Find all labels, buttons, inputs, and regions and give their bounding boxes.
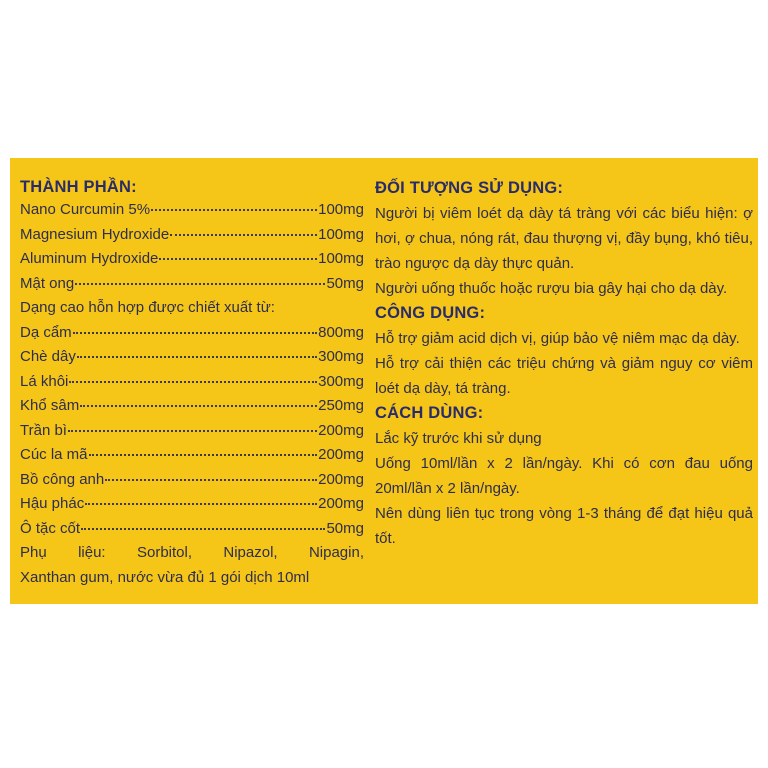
directions-text-2: Uống 10ml/lần x 2 lần/ngày. Khi có cơn đau uống 20ml/lần x 2 lần/ngày.	[375, 455, 753, 497]
herb-row	[20, 321, 364, 346]
leader-dots	[151, 208, 317, 211]
excipients-line-1: Phụ liệu: Sorbitol, Nipazol, Nipagin,	[20, 544, 364, 561]
ingredient-name: Mật ong	[20, 274, 75, 292]
leader-dots	[77, 355, 317, 358]
target-users-heading: ĐỐI TƯỢNG SỬ DỤNG:	[375, 179, 564, 197]
herb-amount: 250mg	[318, 397, 364, 414]
leader-dots	[105, 478, 317, 481]
ingredient-amount: 100mg	[318, 250, 364, 267]
target-users-text-1: Người bị viêm loét dạ dày tá tràng với các biểu hiện: ợ hơi, ợ chua, nóng rát, đau thượng vị, đầy bụng, khó tiêu, trào ngược dạ dày thực quản.	[375, 205, 753, 272]
herb-name: Chè dây	[20, 348, 76, 365]
ingredient-row	[20, 198, 364, 223]
ingredient-amount: 100mg	[318, 225, 364, 243]
extract-intro: Dạng cao hỗn hợp được chiết xuất từ:	[20, 299, 275, 316]
herb-row	[20, 492, 364, 517]
excipients-line-2: Xanthan gum, nước vừa đủ 1 gói dịch 10ml	[20, 568, 310, 586]
leader-dots	[68, 429, 317, 432]
ingredient-amount: 50mg	[326, 274, 364, 292]
ingredient-row	[20, 223, 364, 248]
ingredient-name: Aluminum Hydroxide	[20, 250, 159, 267]
ingredient-name: Magnesium Hydroxide	[20, 225, 170, 243]
leader-dots	[80, 404, 317, 407]
herb-amount: 800mg	[318, 323, 364, 341]
herb-name: Ô tặc cốt	[20, 519, 81, 537]
herb-amount: 300mg	[318, 348, 364, 365]
ingredient-amount: 100mg	[318, 201, 364, 218]
herb-amount: 200mg	[318, 495, 364, 512]
directions-heading: CÁCH DÙNG:	[375, 404, 484, 422]
uses-text-2: Hỗ trợ cải thiện các triệu chứng và giảm nguy cơ viêm loét dạ dày, tá tràng.	[375, 355, 753, 397]
herb-name: Lá khôi	[20, 372, 69, 390]
herb-amount: 300mg	[318, 372, 364, 390]
ingredients-heading: THÀNH PHẦN:	[20, 178, 137, 196]
leader-dots	[159, 257, 317, 260]
info-column	[375, 176, 753, 551]
herb-row	[20, 419, 364, 444]
herb-row	[20, 345, 364, 370]
herb-row	[20, 370, 364, 395]
herb-amount: 50mg	[326, 519, 364, 537]
herb-name: Trần bì	[20, 421, 67, 439]
leader-dots	[81, 527, 325, 530]
leader-dots	[85, 502, 317, 505]
directions-text-3: Nên dùng liên tục trong vòng 1-3 tháng để đạt hiệu quả tốt.	[375, 505, 753, 547]
ingredients-column	[20, 176, 364, 590]
leader-dots	[69, 380, 317, 383]
herb-row	[20, 468, 364, 493]
target-users-text-2: Người uống thuốc hoặc rượu bia gây hại cho dạ dày.	[375, 280, 728, 297]
uses-text-1: Hỗ trợ giảm acid dịch vị, giúp bảo vệ niêm mạc dạ dày.	[375, 330, 740, 347]
herb-row	[20, 517, 364, 542]
ingredient-row	[20, 247, 364, 272]
herb-name: Hậu phác	[20, 495, 85, 512]
herb-amount: 200mg	[318, 446, 364, 463]
herb-name: Cúc la mã	[20, 446, 88, 463]
herb-amount: 200mg	[318, 421, 364, 439]
herb-row	[20, 394, 364, 419]
ingredient-name: Nano Curcumin 5%	[20, 201, 151, 218]
herb-name: Bồ công anh	[20, 470, 105, 488]
herb-row	[20, 443, 364, 468]
herb-name: Khổ sâm	[20, 397, 80, 414]
leader-dots	[89, 453, 318, 456]
uses-heading: CÔNG DỤNG:	[375, 304, 486, 322]
leader-dots	[73, 331, 317, 334]
label-panel	[10, 158, 758, 604]
ingredient-row	[20, 272, 364, 297]
leader-dots	[75, 282, 325, 285]
herb-amount: 200mg	[318, 470, 364, 488]
directions-text-1: Lắc kỹ trước khi sử dụng	[375, 430, 542, 447]
leader-dots	[170, 233, 317, 236]
herb-name: Dạ cẩm	[20, 323, 72, 341]
